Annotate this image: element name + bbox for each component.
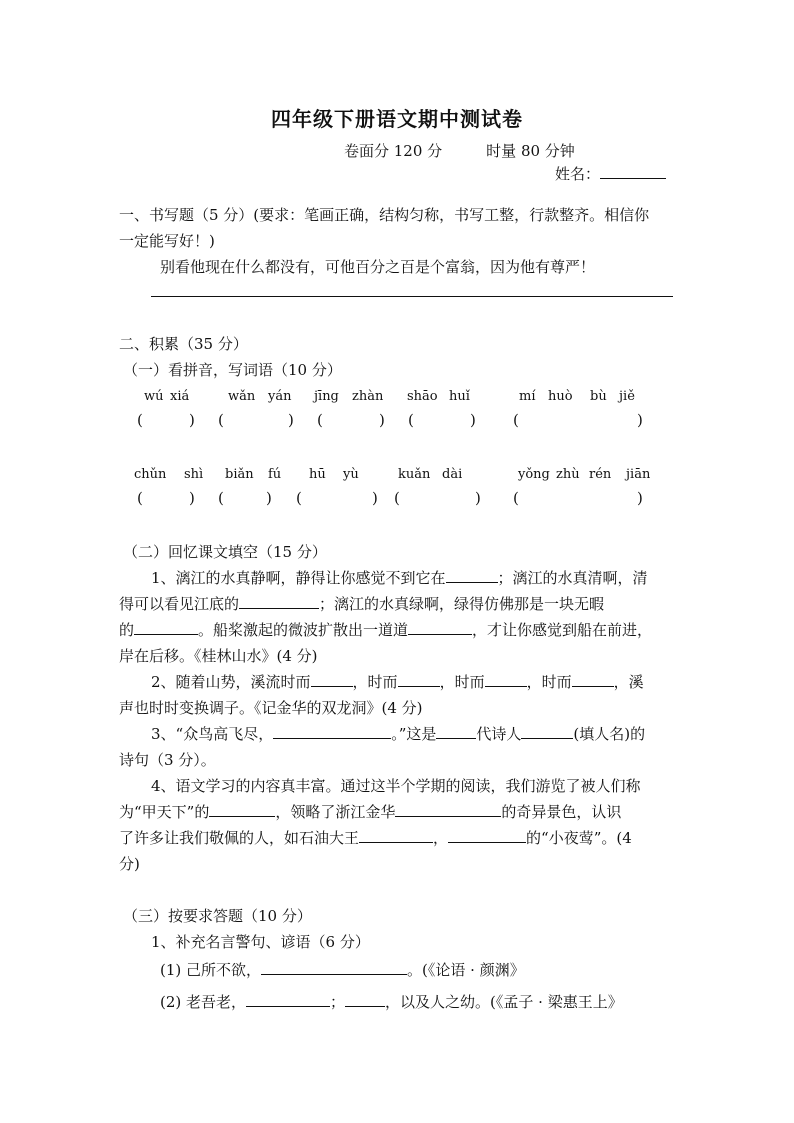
answer-box-open[interactable]: ( <box>317 411 323 429</box>
section2-heading: 二、积累（35 分） <box>119 335 248 353</box>
pinyin: dài <box>442 467 463 482</box>
fill-blank[interactable] <box>398 672 440 687</box>
fill-blank[interactable] <box>572 672 614 687</box>
q4-line3 <box>119 827 632 848</box>
answer-box-open[interactable]: ( <box>394 489 400 507</box>
pinyin: yù <box>343 467 359 482</box>
text: 2、随着山势，溪流时而 <box>151 673 311 691</box>
name-label: 姓名： <box>555 165 601 183</box>
part2-heading: （二）回忆课文填空（15 分） <box>123 543 327 561</box>
pinyin: bù <box>590 389 607 404</box>
pinyin: yán <box>268 389 292 404</box>
answer-box-close[interactable]: ) <box>637 411 643 429</box>
pinyin: fú <box>268 467 282 482</box>
pinyin: chǔn <box>134 467 167 482</box>
part1-heading: （一）看拼音，写词语（10 分） <box>123 361 342 379</box>
time-limit: 时量 80 分钟 <box>486 142 575 160</box>
answer-box-close[interactable]: ) <box>379 411 385 429</box>
part3-item2 <box>160 991 623 1012</box>
pinyin: biǎn <box>225 467 254 482</box>
pinyin: jiān <box>626 467 651 482</box>
name-blank[interactable] <box>600 162 666 179</box>
q1-line2 <box>119 593 604 614</box>
section1-instruction-line1: 一、书写题（5 分）(要求：笔画正确，结构匀称，书写工整，行款整齐。相信你 <box>119 206 650 224</box>
q2-line2: 声也时时变换调子。《记金华的双龙洞》(4 分) <box>119 699 423 717</box>
fill-blank[interactable] <box>311 672 353 687</box>
copy-sentence: 别看他现在什么都没有，可他百分之百是个富翁，因为他有尊严！ <box>160 258 596 276</box>
pinyin: mí <box>519 389 536 404</box>
q2-line1 <box>151 671 644 692</box>
fill-blank[interactable] <box>521 724 573 739</box>
fill-blank[interactable] <box>395 802 501 817</box>
text: 。(《论语 · 颜渊》 <box>407 961 525 979</box>
answer-box-open[interactable]: ( <box>513 489 519 507</box>
answer-box-open[interactable]: ( <box>408 411 414 429</box>
answer-box-open[interactable]: ( <box>296 489 302 507</box>
fill-blank[interactable] <box>408 620 472 635</box>
pinyin: shì <box>184 467 204 482</box>
text: 为“甲天下”的 <box>119 803 210 821</box>
fill-blank[interactable] <box>246 992 330 1007</box>
pinyin: zhù <box>556 467 580 482</box>
text: ，以及人之幼。(《孟子 · 梁惠王上》 <box>385 993 623 1011</box>
answer-box-close[interactable]: ) <box>189 411 195 429</box>
pinyin: shāo <box>407 389 438 404</box>
answer-box-close[interactable]: ) <box>266 489 272 507</box>
fill-blank[interactable] <box>359 828 433 843</box>
answer-box-open[interactable]: ( <box>137 489 143 507</box>
text: 。”这是 <box>391 725 437 743</box>
q4-line1: 4、语文学习的内容真丰富。通过这半个学期的阅读，我们游览了被人们称 <box>151 777 641 795</box>
answer-box-close[interactable]: ) <box>189 489 195 507</box>
text: ，时而 <box>352 673 398 691</box>
pinyin: kuǎn <box>398 467 431 482</box>
text: 1、漓江的水真静啊，静得让你感觉不到它在 <box>151 569 446 587</box>
name-field[interactable] <box>555 162 666 184</box>
text: (1) 己所不欲， <box>160 961 262 979</box>
text: 代诗人 <box>476 725 522 743</box>
text: 的“小夜莺”。(4 <box>526 829 632 847</box>
text: ，时而 <box>439 673 485 691</box>
answer-box-close[interactable]: ) <box>470 411 476 429</box>
answer-box-close[interactable]: ) <box>372 489 378 507</box>
fill-blank[interactable] <box>345 992 385 1007</box>
answer-box-close[interactable]: ) <box>637 489 643 507</box>
pinyin: jiě <box>619 389 635 404</box>
answer-box-close[interactable]: ) <box>288 411 294 429</box>
q1-line1 <box>151 567 648 588</box>
page-title: 四年级下册语文期中测试卷 <box>271 107 523 131</box>
fill-blank[interactable] <box>134 620 198 635</box>
fill-blank[interactable] <box>273 724 391 739</box>
exam-meta <box>344 140 575 161</box>
pinyin: xiá <box>170 389 190 404</box>
text: ，领略了浙江金华 <box>275 803 396 821</box>
text: 了许多让我们敬佩的人，如石油大王 <box>119 829 360 847</box>
text: ； <box>330 993 346 1011</box>
pinyin: wú <box>144 389 164 404</box>
text: 得可以看见江底的 <box>119 595 240 613</box>
answer-box-open[interactable]: ( <box>218 489 224 507</box>
text: 的 <box>119 621 135 639</box>
pinyin: yǒng <box>518 467 550 482</box>
fill-blank[interactable] <box>436 724 476 739</box>
q1-line3 <box>119 619 652 640</box>
fill-blank[interactable] <box>261 960 407 975</box>
answer-box-close[interactable]: ) <box>475 489 481 507</box>
section1-instruction-line2: 一定能写好！) <box>119 232 215 250</box>
answer-box-open[interactable]: ( <box>513 411 519 429</box>
fill-blank[interactable] <box>446 568 498 583</box>
q1-line4: 岸在后移。《桂林山水》(4 分) <box>119 647 318 665</box>
pinyin: zhàn <box>352 389 384 404</box>
text: 3、“众鸟高飞尽， <box>151 725 274 743</box>
answer-box-open[interactable]: ( <box>218 411 224 429</box>
text: (填人名)的 <box>573 725 646 743</box>
pinyin: rén <box>589 467 612 482</box>
pinyin: hū <box>309 467 326 482</box>
part3-q1: 1、补充名言警句、谚语（6 分） <box>151 933 370 951</box>
text: 的奇异景色，认识 <box>501 803 622 821</box>
pinyin: jīng <box>314 389 339 404</box>
text: ， <box>433 829 449 847</box>
q3-line2: 诗句（3 分）。 <box>119 751 216 769</box>
q4-line2 <box>119 801 621 822</box>
text: ，溪 <box>613 673 644 691</box>
pinyin: wǎn <box>228 389 256 404</box>
q4-line4: 分) <box>119 855 140 873</box>
total-score: 卷面分 120 分 <box>344 142 443 160</box>
writing-line[interactable] <box>151 296 673 297</box>
part3-item1 <box>160 959 525 980</box>
fill-blank[interactable] <box>239 594 319 609</box>
pinyin: huǐ <box>449 389 470 404</box>
text: ，才让你感觉到船在前进， <box>472 621 653 639</box>
fill-blank[interactable] <box>209 802 275 817</box>
part3-heading: （三）按要求答题（10 分） <box>123 907 312 925</box>
text: (2) 老吾老， <box>160 993 247 1011</box>
fill-blank[interactable] <box>485 672 527 687</box>
fill-blank[interactable] <box>448 828 526 843</box>
text: ，时而 <box>526 673 572 691</box>
pinyin: huò <box>548 389 573 404</box>
answer-box-open[interactable]: ( <box>137 411 143 429</box>
text: ；漓江的水真绿啊，绿得仿佛那是一块无暇 <box>319 595 605 613</box>
text: ；漓江的水真清啊，清 <box>497 569 648 587</box>
text: 。船桨激起的微波扩散出一道道 <box>198 621 409 639</box>
q3-line1 <box>151 723 645 744</box>
